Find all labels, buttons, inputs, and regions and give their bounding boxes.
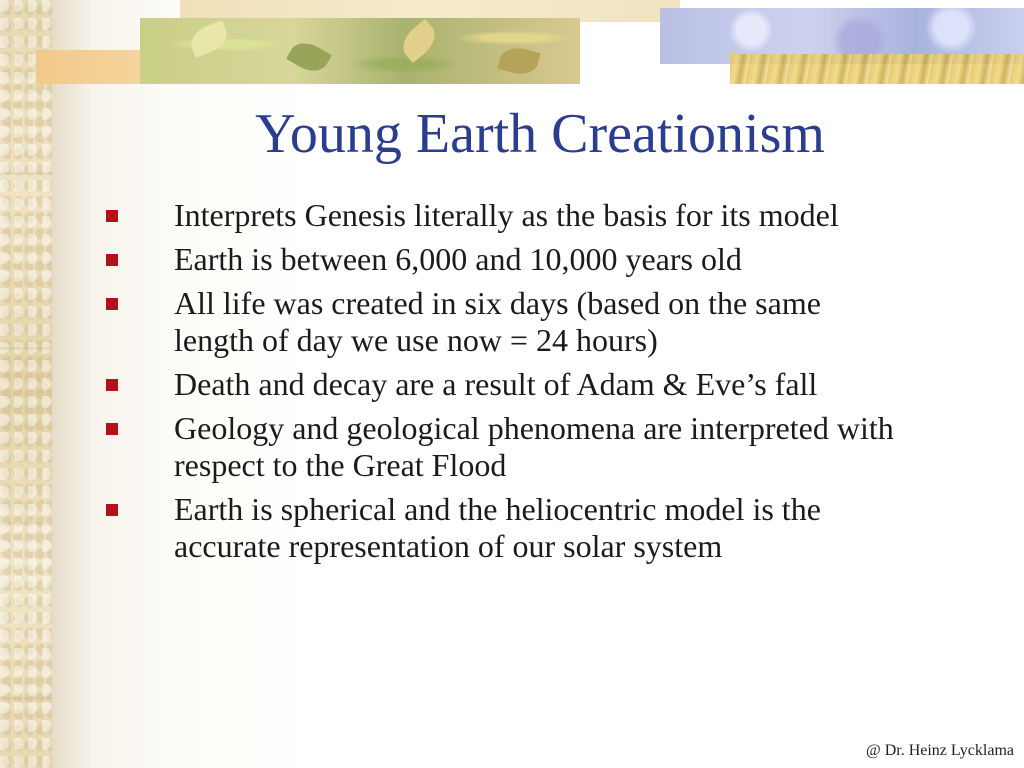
banner-fade: [0, 62, 1024, 88]
parchment-strip: [0, 0, 52, 768]
square-bullet-icon: [106, 504, 118, 516]
bullet-item: [104, 366, 904, 403]
bullet-item: [104, 410, 904, 484]
bullet-item: [104, 285, 904, 359]
decorative-banner: [0, 0, 1024, 86]
bullet-text: Earth is between 6,000 and 10,000 years old: [174, 241, 742, 277]
square-bullet-icon: [106, 254, 118, 266]
square-bullet-icon: [106, 210, 118, 222]
footer-credit: @ Dr. Heinz Lycklama: [865, 742, 1014, 759]
bullet-text: All life was created in six days (based on the same length of day we use now = 24 hours): [174, 285, 821, 358]
slide-title: Young Earth Creationism: [255, 103, 825, 165]
square-bullet-icon: [106, 379, 118, 391]
bullet-text: Earth is spherical and the heliocentric model is the accurate representation of our solar system: [174, 491, 821, 564]
square-bullet-icon: [106, 298, 118, 310]
bullet-item: [104, 241, 904, 278]
bullet-item: [104, 197, 904, 234]
bullet-text: Interprets Genesis literally as the basis for its model: [174, 197, 839, 233]
leaf-shape: [396, 19, 442, 63]
leaf-shape: [187, 20, 232, 57]
bullet-item: [104, 491, 904, 565]
bullet-list: [104, 197, 904, 572]
parchment-shade: [52, 0, 92, 768]
bullet-text: Death and decay are a result of Adam & Eve’s fall: [174, 366, 818, 402]
bullet-text: Geology and geological phenomena are interpreted with respect to the Great Flood: [174, 410, 894, 483]
square-bullet-icon: [106, 423, 118, 435]
